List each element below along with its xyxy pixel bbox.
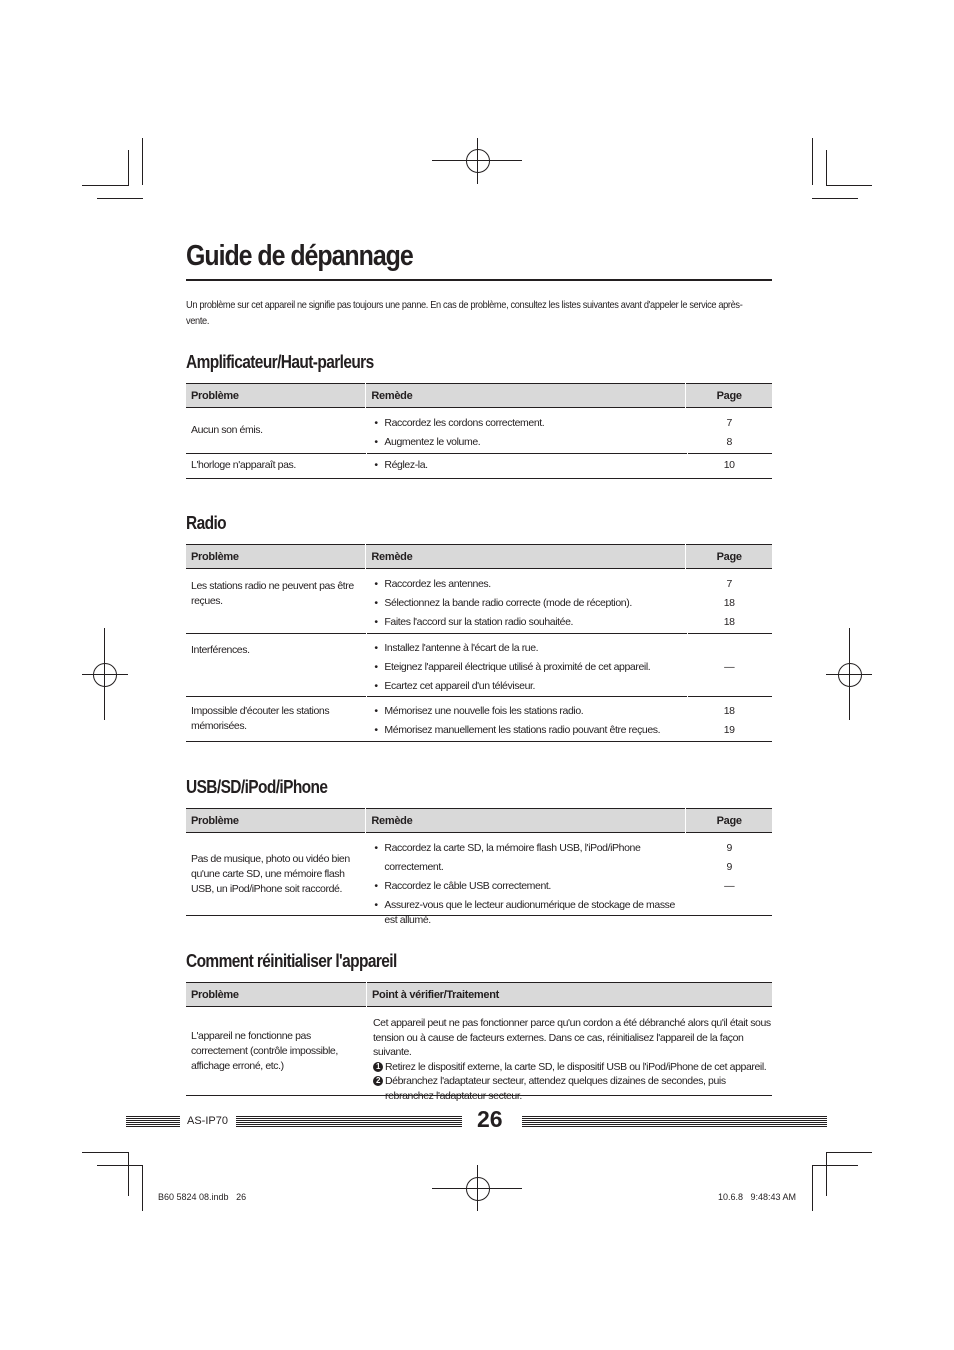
problem-cell: Les stations radio ne peuvent pas être reçues. — [191, 580, 354, 607]
table-row — [186, 408, 772, 453]
col-problem: Problème — [186, 808, 365, 833]
remedy-cell: • Mémorisez une nouvelle fois les stations radio. • Mémorisez manuellement les stations radio pouvant être reçues. — [366, 696, 685, 741]
table-row — [186, 453, 772, 478]
remedy-item: Assurez-vous que le lecteur audionumérique de stockage de masse est allumé. — [384, 899, 675, 926]
page-cell — [686, 696, 772, 741]
col-page: Page — [686, 808, 772, 833]
title-rule — [186, 279, 772, 281]
page-cell — [686, 453, 772, 478]
reset-step — [373, 1060, 772, 1075]
footer-stripe-right — [522, 1116, 827, 1128]
remedy-item: Ecartez cet appareil d'un téléviseur. — [384, 680, 536, 692]
page-ref: 19 — [723, 724, 735, 736]
problem-cell: Pas de musique, photo ou vidéo bien qu'une carte SD, une mémoire flash USB, un iPod/iPhone soit raccordé. — [191, 852, 350, 895]
section-reset — [186, 951, 772, 1102]
page-title: Guide de dépannage — [186, 240, 413, 272]
problem-cell: Impossible d'écouter les stations mémorisées. — [191, 704, 330, 732]
page-ref: 18 — [723, 705, 735, 717]
page-ref: 18 — [723, 597, 735, 609]
remedy-item: Raccordez la carte SD, la mémoire flash USB, l'iPod/iPhone correctement. — [384, 842, 641, 873]
remedy-cell: • Raccordez les antennes. • Sélectionnez la bande radio correcte (mode de réception). • Faites l'accord sur la station radio souhaitée. — [366, 569, 685, 633]
step-number-icon: 1 — [373, 1062, 383, 1072]
step-text: Débranchez l'adaptateur secteur, attendez quelques dizaines de secondes, puis rebranchez l'adaptateur secteur. — [385, 1075, 726, 1102]
page-number: 26 — [477, 1106, 503, 1132]
page-ref: 9 — [726, 842, 732, 854]
section-title: Comment réinitialiser l'appareil — [186, 951, 397, 971]
col-page: Page — [686, 383, 772, 408]
table-row — [186, 569, 772, 633]
remedy-item: Eteignez l'appareil électrique utilisé à proximité de cet appareil. — [384, 661, 651, 673]
section-title: Radio — [186, 513, 227, 533]
table-header — [186, 383, 772, 408]
remedy-item: Raccordez le câble USB correctement. — [384, 880, 551, 892]
problem-cell: L'horloge n'apparaît pas. — [191, 459, 296, 471]
section-title: Amplificateur/Haut-parleurs — [186, 352, 374, 372]
table-header — [186, 982, 772, 1007]
page-ref: — — [724, 661, 735, 673]
step-number-icon: 2 — [373, 1076, 383, 1086]
remedy-item: Sélectionnez la bande radio correcte (mode de réception). — [384, 597, 632, 609]
check-cell — [367, 1007, 772, 1102]
page-cell — [686, 833, 772, 915]
remedy-item: Raccordez les antennes. — [384, 578, 491, 590]
remedy-cell: • Réglez-la. — [366, 453, 685, 478]
remedy-item: Raccordez les cordons correctement. — [384, 417, 545, 429]
page-ref: 7 — [726, 578, 732, 590]
problem-cell: L'appareil ne fonctionne pas correctement (contrôle impossible, affichage erroné, etc.) — [191, 1029, 338, 1072]
col-remedy: Remède — [366, 544, 685, 569]
table-row — [186, 833, 772, 926]
col-remedy: Remède — [366, 383, 685, 408]
model-number: AS-IP70 — [187, 1115, 228, 1127]
page-cell — [686, 408, 772, 453]
section-title: USB/SD/iPod/iPhone — [186, 777, 328, 797]
col-problem: Problème — [186, 383, 365, 408]
table-row — [186, 696, 772, 741]
page-ref: 10 — [723, 459, 735, 471]
problem-cell: Aucun son émis. — [191, 424, 263, 436]
remedy-cell: • Installez l'antenne à l'écart de la rue. • Eteignez l'appareil électrique utilisé à proximité de cet appareil. • Ecartez cet appareil d'un téléviseur. — [366, 633, 685, 696]
page-ref: 7 — [726, 417, 732, 429]
page-ref: 18 — [723, 616, 735, 628]
section-radio — [186, 513, 772, 742]
intro-text: Un problème sur cet appareil ne signifie pas toujours une panne. En cas de problème, consultez les listes suivantes avant d'appeler le service après-vente. — [186, 299, 743, 327]
page-ref: — — [724, 880, 735, 892]
remedy-item: Mémorisez une nouvelle fois les stations radio. — [384, 705, 584, 717]
col-remedy: Remède — [366, 808, 685, 833]
col-page: Page — [686, 544, 772, 569]
step-text: Retirez le dispositif externe, la carte SD, le dispositif USB ou l'iPod/iPhone de cet appareil. — [385, 1060, 767, 1073]
remedy-item: Mémorisez manuellement les stations radio pouvant être reçues. — [384, 724, 661, 736]
file-info: B60 5824 08.indb 26 — [158, 1192, 247, 1202]
col-problem: Problème — [186, 544, 365, 569]
remedy-item: Faites l'accord sur la station radio souhaitée. — [384, 616, 574, 628]
reset-explanation: Cet appareil peut ne pas fonctionner parce qu'un cordon a été débranché alors qu'il était sous tension ou à cause de facteurs externes. Dans ce cas, réinitialisez l'appareil de la façon suivante. — [373, 1017, 771, 1058]
remedy-item: Réglez-la. — [384, 459, 428, 471]
remedy-cell: • Raccordez les cordons correctement. • Augmentez le volume. — [366, 408, 685, 453]
col-check: Point à vérifier/Traitement — [367, 982, 772, 1007]
table-header — [186, 808, 772, 833]
page-ref: 9 — [726, 861, 732, 873]
footer-stripe-left — [126, 1116, 180, 1128]
section-amplifier — [186, 352, 772, 479]
remedy-cell: • Raccordez la carte SD, la mémoire flash USB, l'iPod/iPhone correctement. • Raccordez le câble USB correctement. • Assurez-vous que le lecteur audionumérique de stockage de masse est allumé. — [366, 833, 685, 915]
page-cell — [686, 569, 772, 633]
col-problem: Problème — [186, 982, 366, 1007]
table-row — [186, 633, 772, 696]
page-cell — [686, 633, 772, 696]
print-timestamp: 10.6.8 9:48:43 AM — [718, 1192, 797, 1202]
reset-step — [373, 1074, 772, 1103]
remedy-item: Augmentez le volume. — [384, 436, 481, 448]
table-header — [186, 544, 772, 569]
remedy-item: Installez l'antenne à l'écart de la rue. — [384, 642, 539, 654]
section-usb — [186, 777, 772, 926]
page-ref: 8 — [726, 436, 732, 448]
problem-cell: Interférences. — [191, 644, 250, 656]
footer-stripe-mid — [236, 1116, 462, 1128]
table-row — [186, 1007, 772, 1102]
